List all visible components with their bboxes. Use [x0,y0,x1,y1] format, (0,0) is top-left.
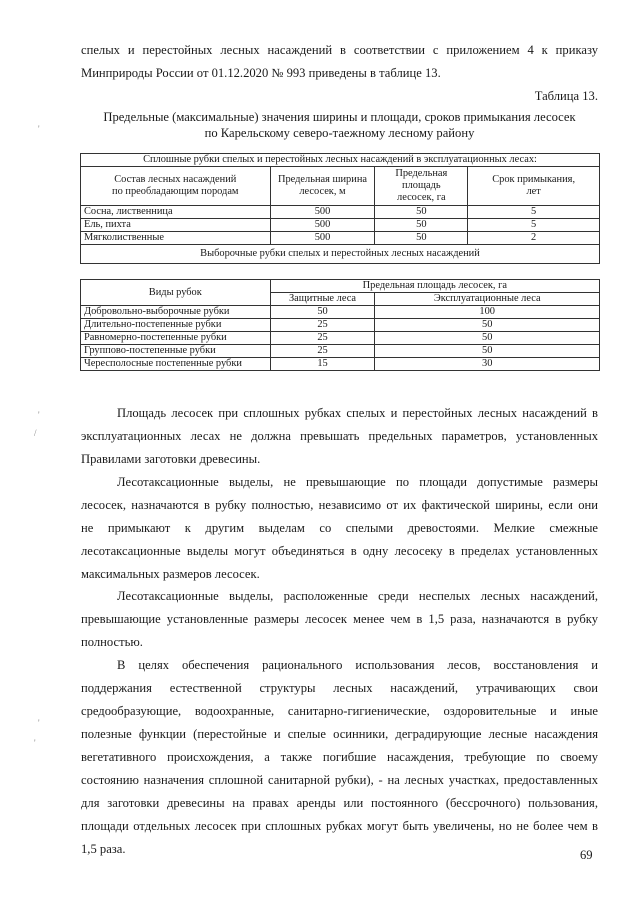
header-cell: Эксплуатационные леса [375,293,600,306]
paragraph-4-line: для заготовки древесины на правах аренды или постоянного (бессрочного) пользования, [81,796,598,810]
header-cell: Виды рубок [81,280,271,306]
table-caption-line-1: Предельные (максимальные) значения ширины и площади, сроков примыкания лесосек [103,110,576,124]
paragraph-2-line: максимальных размеров лесосек. [81,567,260,581]
page-number: 69 [580,848,593,862]
paragraph-4-line: площади отдельных лесосек при сплошных рубках могут быть увеличены, но не более чем в [81,819,598,833]
table-row: Мягколиственные 500 50 2 [81,232,600,245]
margin-mark: ' [38,718,40,728]
paragraph-3-line: превышающие установленные размеры лесосек менее чем в 1,5 раза, назначаются в рубку [81,612,598,626]
paragraph-4-line: полезные функции (перестойные и спелые осинники, деградирующие лесные насаждения [81,727,598,741]
margin-mark: ' [34,738,36,748]
table-row: Группово-постепенные рубки 25 50 [81,345,600,358]
paragraph-2-line: не примыкают к другим выделам со спелыми древостоями. Мелкие смежные [81,521,598,535]
section-title: Сплошные рубки спелых и перестойных лесных насаждений в эксплуатационных лесах: [81,154,600,167]
paragraph-4-line: вегетативного происхождения, а также погибшие насаждения, требующие по своему [81,750,598,764]
table-label: Таблица 13. [534,89,598,103]
paragraph-3-line: Лесотаксационные выделы, расположенные среди неспелых лесных насаждений, [117,589,598,603]
paragraph-4-line: поддержания естественной структуры лесных насаждений, утрачивающих свои [81,681,598,695]
paragraph-1-line: эксплуатационных лесах не должна превышать предельных параметров, установленных [81,429,598,443]
paragraph-4-line: состоянию назначения сплошной санитарной рубки), - на лесных участках, предоставленных [81,773,598,787]
table-row: Длительно-постепенные рубки 25 50 [81,319,600,332]
paragraph-3-line: полностью. [81,635,143,649]
intro-line-1: спелых и перестойных лесных насаждений в соответствии с приложением 4 к приказу [81,43,598,57]
table-row: Сосна, лиственница 500 50 5 [81,206,600,219]
paragraph-4-line: средообразующие, водоохранные, санитарно-гигиенические, оздоровительные и иные [81,704,598,718]
margin-mark: ' [38,410,40,420]
header-cell: Предельная площадь лесосек, га [375,167,468,206]
limits-table [80,153,600,264]
paragraph-2-line: лесотаксационные выделы могут объединяться в одну лесосеку в пределах установленных [81,544,598,558]
paragraph-1-line: Площадь лесосек при сплошных рубках спелых и перестойных лесных насаждений в [117,406,598,420]
table-row: Равномерно-постепенные рубки 25 50 [81,332,600,345]
table-caption-line-2: по Карельскому северо-таежному лесному району [204,126,475,140]
selective-cuttings-table [80,279,600,371]
margin-mark: / [34,428,37,438]
paragraph-4-line: 1,5 раза. [81,842,126,856]
paragraph-2-line: лесосек, назначаются в рубку полностью, независимо от их фактической ширины, если они [81,498,598,512]
table-row: Добровольно-выборочные рубки 50 100 [81,306,600,319]
margin-mark: ' [38,124,40,134]
section-title: Выборочные рубки спелых и перестойных лесных насаждений [81,245,600,264]
intro-line-2: Минприроды России от 01.12.2020 № 993 приведены в таблице 13. [81,66,441,80]
paragraph-1-line: Правилами заготовки древесины. [81,452,261,466]
table-row: Чересполосные постепенные рубки 15 30 [81,358,600,371]
table-row: Ель, пихта 500 50 5 [81,219,600,232]
header-cell: Предельная площадь лесосек, га [270,280,599,293]
header-cell: Предельная ширина лесосек, м [270,167,375,206]
paragraph-4-line: В целях обеспечения рационального использования лесов, восстановления и [117,658,598,672]
header-cell: Срок примыкания, лет [468,167,600,206]
paragraph-2-line: Лесотаксационные выделы, не превышающие по площади допустимые размеры [117,475,598,489]
header-cell: Защитные леса [270,293,375,306]
header-cell: Состав лесных насаждений по преобладающим породам [81,167,271,206]
